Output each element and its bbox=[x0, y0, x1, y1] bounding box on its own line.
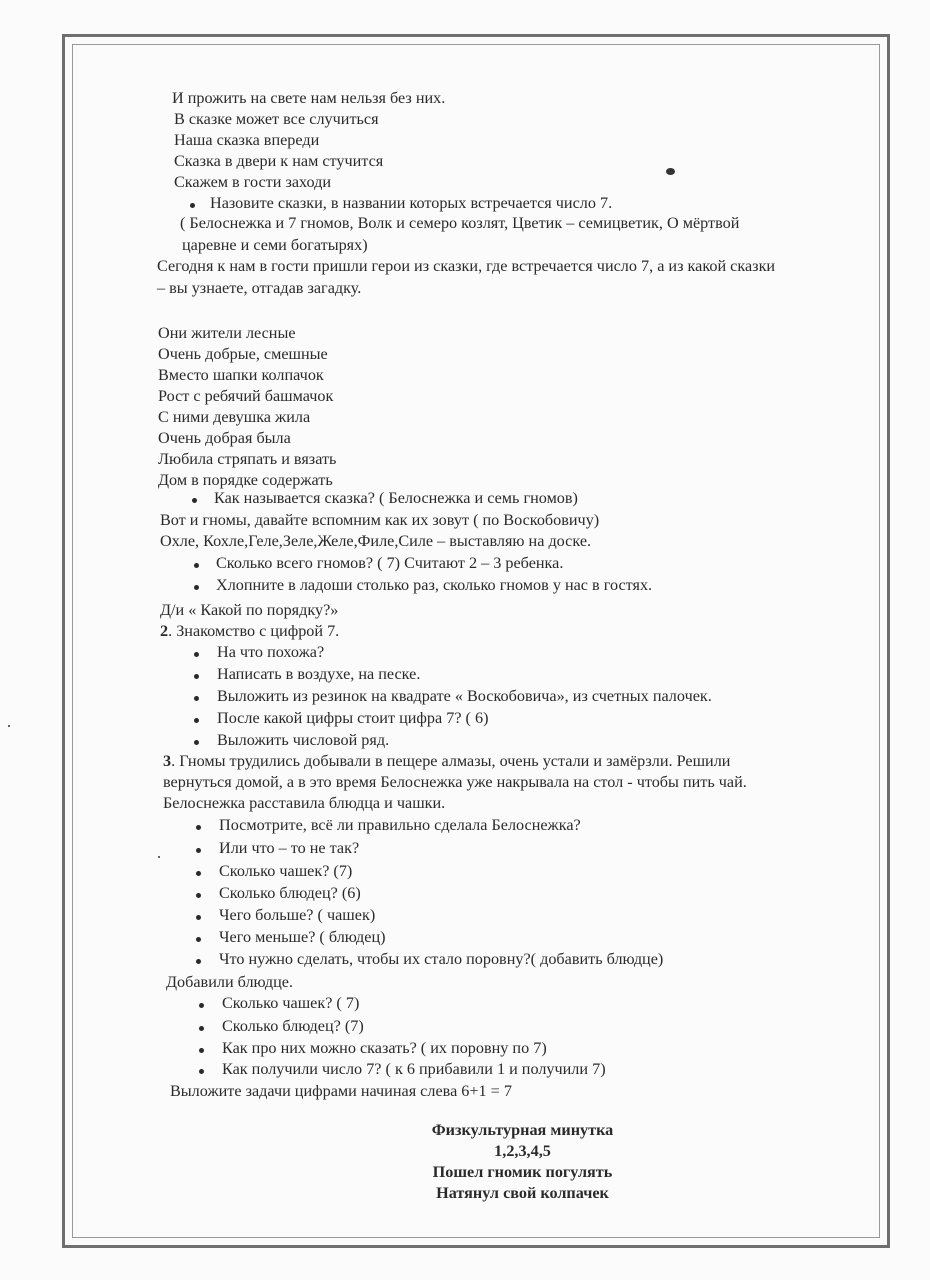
answer-line: ( Белоснежка и 7 гномов, Волк и семеро козлят, Цветик – семицветик, О мёртвой bbox=[180, 214, 740, 232]
verse-line: В сказке может все случиться bbox=[174, 110, 379, 128]
question-story-name: Как называется сказка? ( Белоснежка и семь гномов) bbox=[214, 489, 578, 507]
gnome-names: Охле, Кохле,Геле,Зеле,Желе,Филе,Силе – выставляю на доске. bbox=[160, 532, 592, 550]
bullet-icon bbox=[194, 696, 199, 701]
list-item: Как про них можно сказать? ( их поровну по 7) bbox=[222, 1039, 547, 1057]
riddle-line: Дом в порядке содержать bbox=[158, 471, 333, 489]
riddle-line: Любила стряпать и вязать bbox=[158, 450, 337, 468]
scan-speck bbox=[158, 856, 160, 858]
list-item: Сколько чашек? ( 7) bbox=[222, 994, 360, 1012]
list-item: Сколько блюдец? (6) bbox=[219, 884, 361, 902]
question-clap: Хлопните в ладоши столько раз, сколько гномов у нас в гостях. bbox=[216, 576, 653, 594]
list-item: Выложить числовой ряд. bbox=[217, 731, 390, 749]
phys-minute-line: 1,2,3,4,5 bbox=[494, 1142, 551, 1160]
list-item: После какой цифры стоит цифра 7? ( 6) bbox=[217, 709, 489, 727]
list-item: Сколько блюдец? (7) bbox=[222, 1017, 364, 1035]
list-item: Сколько чашек? (7) bbox=[219, 862, 353, 880]
scan-speck bbox=[666, 168, 675, 175]
list-item: Чего больше? ( чашек) bbox=[219, 906, 376, 924]
bullet-icon bbox=[196, 871, 201, 876]
task-line: Выложите задачи цифрами начиная слева 6+1 = 7 bbox=[170, 1082, 512, 1100]
phys-minute-line: Пошел гномик погулять bbox=[432, 1163, 613, 1181]
bullet-icon bbox=[190, 203, 195, 208]
game-title: Д/и « Какой по порядку?» bbox=[160, 601, 339, 619]
riddle-line: Очень добрые, смешные bbox=[158, 345, 328, 363]
bullet-icon bbox=[194, 718, 199, 723]
phys-minute-line: Натянул свой колпачек bbox=[436, 1184, 609, 1202]
verse-line: И прожить на свете нам нельзя без них. bbox=[172, 89, 446, 107]
list-item: Посмотрите, всё ли правильно сделала Белоснежка? bbox=[219, 816, 581, 834]
list-item: Как получили число 7? ( к 6 прибавили 1 и получили 7) bbox=[222, 1060, 606, 1078]
bullet-icon bbox=[194, 585, 199, 590]
list-item: Написать в воздухе, на песке. bbox=[217, 665, 421, 683]
bullet-icon bbox=[194, 563, 199, 568]
bullet-icon bbox=[199, 1026, 204, 1031]
bullet-icon bbox=[199, 1069, 204, 1074]
section-2-heading bbox=[160, 621, 339, 641]
question-count: Сколько всего гномов? ( 7) Считают 2 – 3 ребенка. bbox=[216, 554, 564, 572]
riddle-line: Они жители лесные bbox=[158, 324, 296, 342]
bullet-icon bbox=[194, 740, 199, 745]
riddle-line: Рост с ребячий башмачок bbox=[158, 387, 334, 405]
section-title: . Знакомство с цифрой 7. bbox=[168, 622, 340, 640]
riddle-line: Вместо шапки колпачок bbox=[158, 366, 324, 384]
bullet-icon bbox=[196, 959, 201, 964]
riddle-line: Очень добрая была bbox=[158, 429, 291, 447]
section-number: 3 bbox=[163, 752, 172, 770]
bullet-icon bbox=[196, 893, 201, 898]
verse-line: Сказка в двери к нам стучится bbox=[174, 152, 384, 170]
section-number: 2 bbox=[160, 622, 169, 640]
paragraph-line: Сегодня к нам в гости пришли герои из сказки, где встречается число 7, а из какой сказки bbox=[157, 257, 776, 275]
section-3-line: Белоснежка расставила блюдца и чашки. bbox=[163, 794, 446, 812]
section-text: . Гномы трудились добывали в пещере алмазы, очень устали и замёрзли. Решили bbox=[171, 752, 731, 770]
gnomes-intro: Вот и гномы, давайте вспомним как их зовут ( по Воскобовичу) bbox=[160, 511, 600, 529]
bullet-icon bbox=[194, 674, 199, 679]
section-3-line bbox=[163, 751, 730, 771]
list-item: Что нужно сделать, чтобы их стало поровну?( добавить блюдце) bbox=[219, 950, 664, 968]
bullet-icon bbox=[196, 915, 201, 920]
bullet-icon bbox=[199, 1048, 204, 1053]
bullet-icon bbox=[196, 825, 201, 830]
list-item: Или что – то не так? bbox=[219, 839, 360, 857]
section-3-line: вернуться домой, а в это время Белоснежка уже накрывала на стол - чтобы пить чай. bbox=[163, 773, 747, 791]
paragraph-line: – вы узнаете, отгадав загадку. bbox=[157, 279, 362, 297]
bullet-icon bbox=[196, 848, 201, 853]
list-item: Выложить из резинок на квадрате « Воскобовича», из счетных палочек. bbox=[217, 687, 712, 705]
question-fairytales: Назовите сказки, в названии которых встречается число 7. bbox=[210, 194, 613, 212]
scan-speck bbox=[8, 725, 10, 727]
list-item: На что похожа? bbox=[217, 643, 325, 661]
added-saucer: Добавили блюдце. bbox=[166, 973, 293, 991]
riddle-line: С ними девушка жила bbox=[158, 408, 311, 426]
phys-minute-title: Физкультурная минутка bbox=[431, 1121, 614, 1139]
bullet-icon bbox=[196, 937, 201, 942]
verse-line: Скажем в гости заходи bbox=[174, 173, 332, 191]
list-item: Чего меньше? ( блюдец) bbox=[219, 928, 386, 946]
verse-line: Наша сказка впереди bbox=[174, 131, 320, 149]
bullet-icon bbox=[199, 1003, 204, 1008]
bullet-icon bbox=[194, 652, 199, 657]
answer-line: царевне и семи богатырях) bbox=[182, 236, 368, 254]
bullet-icon bbox=[192, 498, 197, 503]
